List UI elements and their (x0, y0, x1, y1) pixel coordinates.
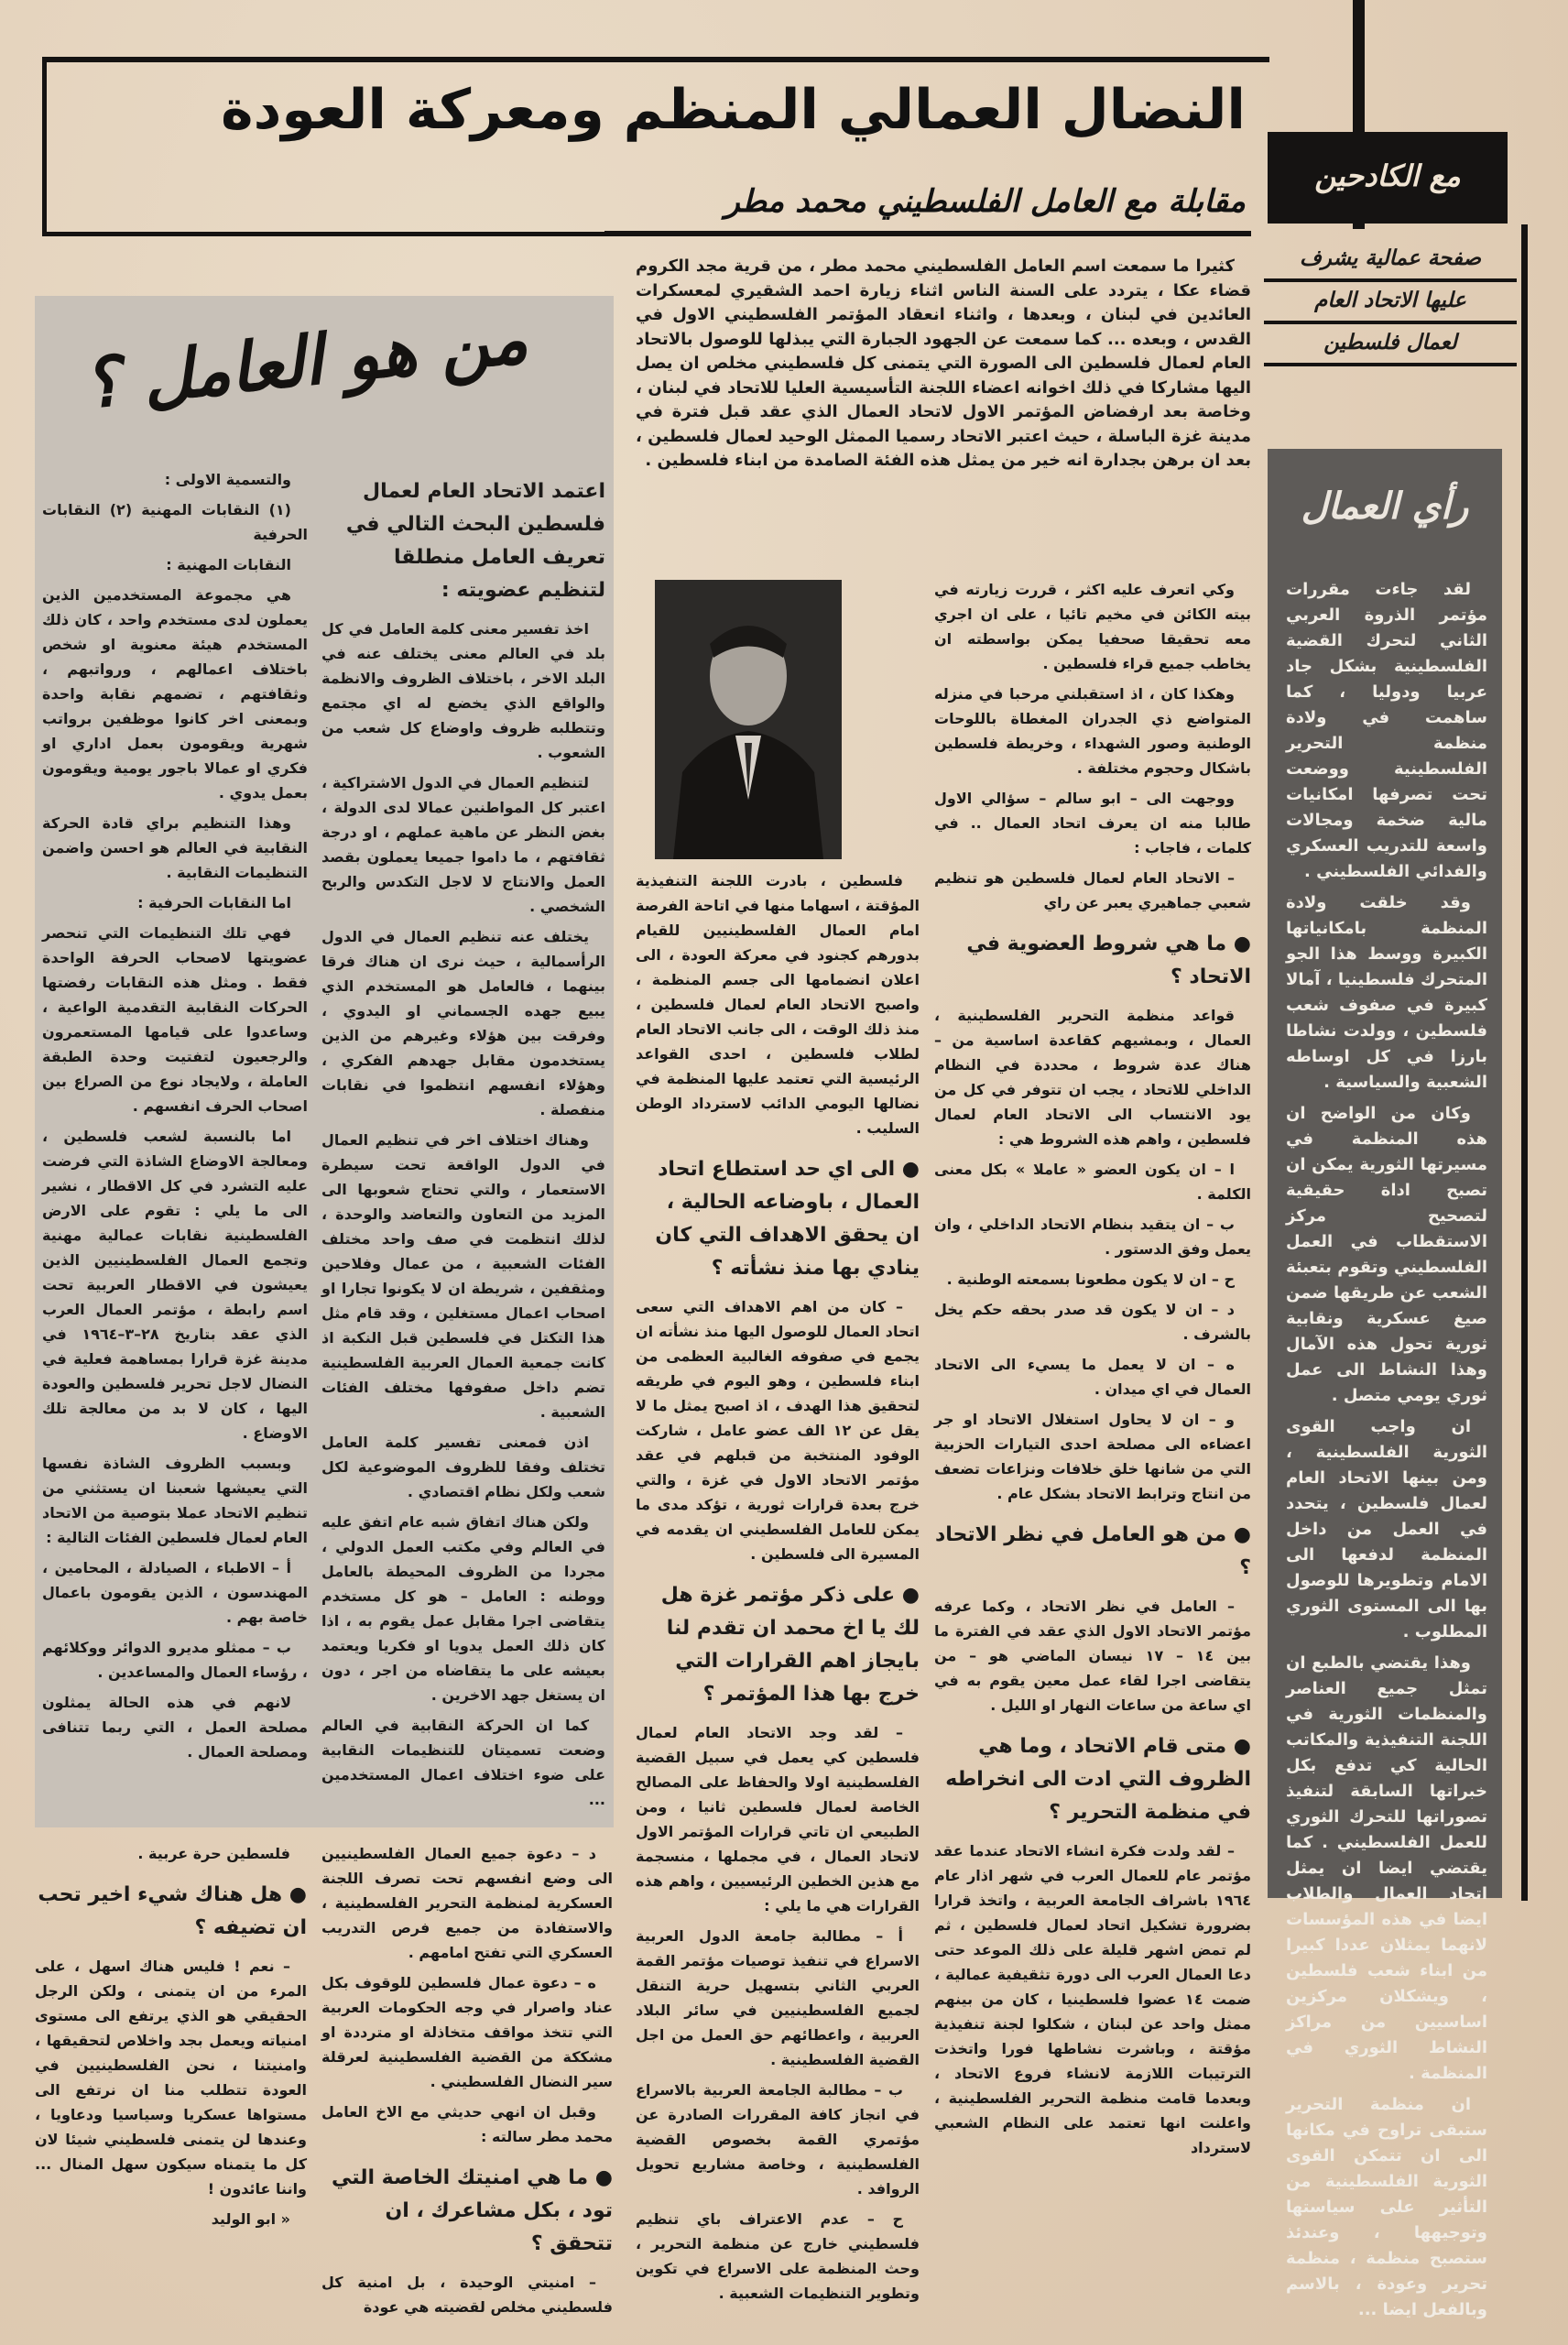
paragraph: – كان من اهم الاهداف التي سعى اتحاد العمال للوصول اليها منذ نشأته ان يجمع في صفوفه الغالبية العظمى من ابناء فلسطين ، وهو اليوم في طريقه لتحقيق هذا الهدف ، اذ اصبح يمثل ما لا يقل عن ١٢ الف عضو عامل ، شاركت الوفود المنتخبة من قبلهم في عقد مؤتمر الاتحاد الاول في غزة ، والتي خرج بعدة قرارات ثورية ، تؤكد مدى ما يمكن للعامل الفلسطيني ان يقدمه في المسيرة الى فلسطين . (636, 1298, 920, 1563)
paragraph: ووجهت الى – ابو سالم – سؤالي الاول طالبا منه ان يعرف اتحاد العمال .. في كلمات ، فاجاب : (934, 790, 1251, 856)
paragraph: فلسطين ، بادرت اللجنة التنفيذية المؤقتة ، اسهاما منها في اتاحة الفرصة امام العمال الفلسطينيين للقيام بدورهم كجنود في معركة العودة ، الى اعلان انضمامها الى جسم المنظمة ، واصبح الاتحاد العام لعمال فلسطين ، منذ ذلك الوقت ، الى جانب الاتحاد العام لطلاب فلسطين ، احدى القواعد الرئيسية التي تعتمد عليها المنظمة في نضالها اليومي الدائب لاسترداد الوطن السليب . (636, 872, 920, 1137)
question-heading: ● متى قام الاتحاد ، وما هي الظروف التي ادت الى انخراطه في منظمة التحرير ؟ (945, 1735, 1251, 1824)
paragraph: – لقد ولدت فكرة انشاء الاتحاد عندما عقد مؤتمر عام للعمال العرب في شهر اذار عام ١٩٦٤ باشراف الجامعة العربية ، واتخذ قرارا بضرورة تشكيل اتحاد لعمال فلسطين ، ثم لم تمض اشهر قليلة على ذلك الموعد حتى دعا العمال العرب الى دورة تثقيفية عمالية ، ضمت ١٤ عضوا فلسطينيا ، كان من بينهم ممثل واحد عن لبنان ، شكلوا لجنة تنفيذية مؤقتة ، وباشرت نشاطها فورا واتخذت الترتيبات اللازمة لانشاء فروع الاتحاد ، وبعدما قامت منظمة التحرير الفلسطينية ، واعلنت انها تعتمد على النظام الشعبي لاسترداد (934, 1842, 1252, 2156)
section-description-line: عليها الاتحاد العام (1264, 282, 1517, 324)
paragraph: النقابات المهنية : (166, 556, 291, 573)
paragraph: لقد جاءت مقررات مؤتمر الذروة العربي الثاني لتحرك القضية الفلسطينية بشكل جاد عربيا ودوليا ، كما ساهمت في ولادة منظمة التحرير الفلسطينية ووضعت تحت تصرفها امكانيات مالية ضخمة ومجالات واسعة للتدريب العسكري والفدائي الفلسطيني . (1286, 580, 1487, 881)
paragraph: والتسمية الاولى : (164, 471, 291, 488)
section-label-block (1268, 132, 1508, 224)
question-heading: ● الى اي حد استطاع اتحاد العمال ، باوضاعه الحالية ، ان يحقق الاهداف التي كان ينادي بها منذ نشأته ؟ (655, 1158, 920, 1280)
paragraph: وهذا يقتضي بالطبع ان تمثل جميع العناصر والمنظمات الثورية في اللجنة التنفيذية والمكاتب الحالية كي تدفع بكل خبراتها السابقة لتنفيذ تصوراتها للتحرك الثوري للعمل الفلسطيني . كما يقتضي ايضا ان يمثل اتحاد العمال والطلاب ايضا في هذه المؤسسات لانهما يمثلان عددا كبيرا من ابناء شعب فلسطين ، ويشكلان مركزين اساسيين من مراكز النشاط الثوري في المنظمة . (1286, 1653, 1487, 2083)
paragraph: اخذ تفسير معنى كلمة العامل في كل بلد في العالم معنى يختلف عنه في البلد الاخر ، باختلاف الظروف والانظمة والواقع الذي يخضع له اي مجتمع وتتطلبه ظروف واوضاع كل شعب من الشعوب . (321, 620, 605, 761)
paragraph: وهكذا كان ، اذ استقبلني مرحبا في منزله المتواضع ذي الجدران المغطاة باللوحات الوطنية وصور الشهداء ، وخريطة فلسطين باشكال وحجوم مختلفة . (934, 685, 1251, 777)
paragraph: كما ان الحركة النقابية في العالم وضعت تسميتان للتنظيمات النقابية على ضوء اختلاف اعمال المستخدمين ... (321, 1717, 605, 1808)
who-is-worker-title: من هو العامل ؟ (79, 299, 531, 425)
interview-middle-column (636, 868, 920, 2345)
paragraph: د – ان لا يكون قد صدر بحقه حكم يخل بالشرف . (934, 1301, 1251, 1343)
paragraph: (١) النقابات المهنية (٢) النقابات الحرفية (42, 501, 308, 543)
paragraph: وكي اتعرف عليه اكثر ، قررت زيارته في بيته الكائن في مخيم تائيا ، على ان اجري معه تحقيقا صحفيا يمكن بواسطته ان يخاطب جميع قراء فلسطين . (934, 581, 1251, 672)
paragraph: اما بالنسبة لشعب فلسطين ، ومعالجة الاوضاع الشاذة التي فرضت عليه التشرد في كل الاقطار ، نشير الى ما يلي : تقوم على الارض الفلسطينية نقابات عمالية مهنية وتجمع العمال الفلسطينيين الذين يعيشون في الاقطار العربية تحت اسم رابطة ، مؤتمر العمال العرب الذي عقد بتاريخ ٢٨–٣–١٩٦٤ في مدينة غزة قرارا بمساهمة فعلية في النضال لاجل تحرير فلسطين والعودة اليها ، كان لا بد من معالجة تلك الاوضاع . (42, 1128, 308, 1442)
paragraph: وقد خلقت ولادة المنظمة بامكانياتها الكبيرة ووسط هذا الجو المتحرك فلسطينيا ، آمالا كبيرة في صفوف شعب فلسطين ، وولدت نشاطا بارزا في كل اوساطه الشعبية والسياسية . (1286, 893, 1487, 1092)
question-heading: اعتمد الاتحاد العام لعمال فلسطين البحث التالي في تعريف العامل منطلقا لتنظيم عضويته : (345, 480, 605, 602)
question-heading: ● هل هناك شيء اخير تحب ان تضيفه ؟ (38, 1883, 307, 1939)
paragraph: ب – ممثلو مديرو الدوائر ووكلائهم ، رؤساء العمال والمساعدين . (42, 1639, 308, 1681)
paragraph: « ابو الوليد (211, 2210, 290, 2228)
paragraph: أ – مطالبة جامعة الدول العربية الاسراع في تنفيذ توصيات مؤتمر القمة العربي الثاني بتسهيل حرية التنقل لجميع الفلسطينيين في سائر البلاد العربية ، واعطائهم حق العمل من اجل القضية الفلسطينية . (636, 1927, 920, 2068)
who-is-worker-left-column (42, 467, 308, 1818)
paragraph: وهناك اختلاف اخر في تنظيم العمال في الدول الواقعة تحت سيطرة الاستعمار ، والتي تحتاج شعوبها الى المزيد من التعاون والتعاضد والوحدة ، لذلك انتظمت في صف واحد مختلف الفئات الشعبية ، من عمال وفلاحين ومثقفين ، شريطة ان لا يكونوا تجارا او اصحاب اعمال مستغلين ، وقد قام مثل هذا التكتل في فلسطين قبل النكبة اذ كانت جمعية العمال العربية الفلسطينية تضم داخل صفوفها مختلف الفئات الشعبية . (321, 1131, 605, 1421)
workers-opinion-text (1286, 577, 1487, 2319)
paragraph: ب – مطالبة الجامعة العربية بالاسراع في انجاز كافة المقررات الصادرة عن مؤتمري القمة بخصوص القضية الفلسطينية ، وخاصة مشاريع تحويل الروافد . (636, 2081, 920, 2198)
section-label: مع الكادحين (1314, 158, 1461, 193)
paragraph: قواعد منظمة التحرير الفلسطينية ، العمال ، وبمشيهم كقاعدة اساسية من – هناك عدة شروط ، محددة في النظام الداخلي للاتحاد ، يجب ان تتوفر في كل من يود الانتساب الى الاتحاد العام لعمال فلسطين ، واهم هذه الشروط هي : (934, 1007, 1251, 1148)
paragraph: وكان من الواضح ان هذه المنظمة في مسيرتها الثورية يمكن ان تصبح اداة حقيقية لتصحيح مركز الاستقطاب في العمل الفلسطيني وتقوم بتعبئة الشعب عن طريقها ضمن صيغ عسكرية ونقابية ثورية تحول هذه الآمال وهذا النشاط الى عمل ثوري يومي متصل . (1286, 1104, 1487, 1405)
paragraph: – الاتحاد العام لعمال فلسطين هو تنظيم شعبي جماهيري يعبر عن راي (934, 869, 1251, 911)
bottom-right-column (321, 1841, 613, 2345)
who-is-worker-right-column (321, 463, 605, 1818)
paragraph: اذن فمعنى تفسير كلمة العامل تختلف وفقا للظروف الموضوعية لكل شعب ولكل نظام اقتصادي . (321, 1434, 605, 1500)
paragraph: وبسبب الظروف الشاذة نفسها التي يعيشها شعبنا ان يستثني من تنظيم الاتحاد عملا بتوصية من الاتحاد العام لعمال فلسطين الفئات التالية : (42, 1455, 308, 1546)
paragraph: لانهم في هذه الحالة يمثلون مصلحة العمل ، التي ربما تتنافى ومصلحة العمال . (42, 1694, 308, 1761)
paragraph: ولكن هناك اتفاق شبه عام اتفق عليه في العالم وفي مكتب العمل الدولي ، مجردا من الظروف المحيطة بالعامل ووطنه : العامل – هو كل مستخدم يتقاضى اجرا مقابل عمل يقوم به ، اذا كان ذلك العمل يدويا او فكريا ويعتمد بعيشه على ما يتقاضاه من اجر ، دون ان يستغل جهد الاخرين . (321, 1513, 605, 1704)
paragraph: فلسطين حرة عربية . (137, 1845, 290, 1862)
bottom-left-column (35, 1841, 307, 2345)
paragraph: ه – دعوة عمال فلسطين للوقوف بكل عناد واصرار في وجه الحكومات العربية التي تتخذ مواقف متخاذلة او مترددة او مشككة من القضية الفلسطينية لعرقلة سير النضال الفلسطيني . (321, 1974, 613, 2090)
paragraph: ب – ان يتقيد بنظام الاتحاد الداخلي ، وان يعمل وفق الدستور . (934, 1216, 1251, 1258)
paragraph: ه – ان لا يعمل ما يسيء الى الاتحاد العمال في اي ميدان . (934, 1356, 1251, 1398)
paragraph: وهذا التنظيم براي قادة الحركة النقابية في العالم هو احسن واضمن التنظيمات النقابية . (42, 814, 308, 881)
paragraph: ح – عدم الاعتراف باي تنظيم فلسطيني خارج عن منظمة التحرير ، وحث المنظمة على الاسراع في تكوين وتطوير التنظيمات الشعبية . (636, 2210, 920, 2302)
interview-right-column (934, 577, 1251, 2345)
paragraph: ح – ان لا يكون مطعونا بسمعته الوطنية . (946, 1271, 1235, 1288)
intro-column (636, 255, 1251, 566)
right-vertical-rule (1521, 224, 1528, 1901)
paragraph: كثيرا ما سمعت اسم العامل الفلسطيني محمد مطر ، من قرية مجد الكروم قضاء عكا ، يتردد على السنة الناس اثناء زيارة احمد الشقيري لمعسكرات العائدين في لبنان ، وبعدها ، واثناء انعقاد المؤتمر الفلسطيني الاول في القدس ، وبعده ... كما سمعت عن الجهود الجبارة التي يبذلها للوصول بالاتحاد العام لعمال فلسطين الى الصورة التي يتمنى كل فلسطيني مخلص ان يصل اليها مشاركا في ذلك اخوانه اعضاء اللجنة التأسيسية العليا للاتحاد في لبنان ، وخاصة بعد ارفضاض المؤتمر الاول لاتحاد العمال الذي عقد قبل فترة في مدينة غزة الباسلة ، حيث اعتبر الاتحاد رسميا الممثل الوحيد لعمال فلسطين ، بعد ان برهن بجدارة انه خير من يمثل هذه الفئة الصامدة من ابناء فلسطين . (636, 256, 1251, 470)
paragraph: ا – ان يكون العضو « عاملا » بكل معنى الكلمة . (934, 1161, 1251, 1203)
question-heading: ● ما هي امنيتك الخاصة التي تود ، بكل مشاعرك ، ان تتحقق ؟ (331, 2166, 613, 2255)
paragraph: وقبل ان انهي حديثي مع الاخ العامل محمد مطر سالته : (321, 2103, 613, 2145)
page-subtitle: مقابلة مع العامل الفلسطيني محمد مطر (724, 183, 1246, 220)
paragraph: لتنظيم العمال في الدول الاشتراكية ، اعتبر كل المواطنين عمالا لدى الدولة ، بغض النظر عن ماهية عملهم ، او درجة ثقافتهم ، ما داموا جميعا يعملون بقصد العمل والانتاج لا لاجل التكدس والربح الشخصي . (321, 774, 605, 915)
paragraph: ان منظمة التحرير ستبقى تراوح في مكانها الى ان تتمكن القوى الثورية الفلسطينية من التأثير على سياستها وتوجيهها ، وعندئذ ستصبح منظمة ، منظمة تحرير وعودة ، بالاسم وبالفعل ايضا ... (1286, 2095, 1487, 2319)
question-heading: ● على ذكر مؤتمر غزة هل لك يا اخ محمد ان تقدم لنا بايجاز اهم القرارات التي خرج بها هذا المؤتمر ؟ (660, 1584, 920, 1706)
portrait-photo (655, 580, 842, 859)
paragraph: و – ان لا يحاول استغلال الاتحاد او جر اعضاءه الى مصلحة احدى التيارات الحزبية التي من شانها خلق خلافات ونزاعات تضعف من انتاج وترابط الاتحاد بشكل عام . (934, 1411, 1251, 1502)
question-heading: ● من هو العامل في نظر الاتحاد ؟ (935, 1523, 1251, 1579)
paragraph: – لقد وجد الاتحاد العام لعمال فلسطين كي يعمل في سبيل القضية الفلسطينية اولا والحفاظ على المصالح الخاصة لعمال فلسطين ثانيا ، ومن الطبيعي ان تاتي قرارات المؤتمر الاول لاتحاد العمال ، في مجملها ، منسجمة مع هذين الخطين الرئيسيين ، واهم هذه القرارات هي ما يلي : (636, 1724, 920, 1914)
paragraph: اما النقابات الحرفية : (137, 894, 291, 911)
section-description (1264, 240, 1517, 366)
paragraph: – العامل في نظر الاتحاد ، وكما عرفه مؤتمر الاتحاد الاول الذي عقد في الفترة ما بين ١٤ – ١٧ نيسان الماضي هو – من يتقاضى اجرا لقاء عمل معين يقوم به في اي ساعة من ساعات النهار او الليل . (934, 1598, 1252, 1714)
paragraph: د – دعوة جميع العمال الفلسطينيين الى وضع انفسهم تحت تصرف اللجنة العسكرية لمنظمة التحرير الفلسطينية ، والاستفادة من جميع فرص التدريب العسكري التي تفتح امامهم . (321, 1845, 613, 1961)
paragraph: أ – الاطباء ، الصيادلة ، المحامين ، المهندسون ، الذين يقومون باعمال خاصة بهم . (42, 1559, 308, 1626)
paragraph: – نعم ! فليس هناك اسهل ، على المرء من ان يتمنى ، ولكن الرجل الحقيقي هو الذي يرتفع الى مستوى امنياته ويعمل بجد واخلاص لتحقيقها ، وامنيتنا ، نحن الفلسطينيين في العودة تتطلب منا ان نرتفع الى مستواها عسكريا وسياسيا ودعاويا ، وعندها لن يتمنى فلسطيني شيئا لان كل ما يتمناه سيكون سهل المنال ... واننا عائدون ! (35, 1958, 307, 2198)
paragraph: يختلف عنه تنظيم العمال في الدول الرأسمالية ، حيث نرى ان هناك فرقا بينهما ، فالعامل هو المستخدم الذي يبيع جهده الجسماني او اليدوي ، وفرقت بين هؤلاء وغيرهم من الذين يستخدمون مقابل جهدهم الفكري ، وهؤلاء انفسهم انتظموا في نقابات منفصلة . (321, 928, 605, 1118)
paragraph: هي مجموعة المستخدمين الذين يعملون لدى مستخدم واحد ، كان ذلك المستخدم هيئة معنوية او شخص باختلاف اعمالهم ، ورواتبهم ، وثقافتهم ، تضمهم نقابة واحدة وبمعنى اخر كانوا موظفين برواتب شهرية ويقومون بعمل اداري او فكري او عمالا باجور يومية ويقومون بعمل يدوي . (42, 586, 308, 802)
section-description-line: لعمال فلسطين (1264, 324, 1517, 366)
workers-opinion-title: رأي العمال (1301, 485, 1469, 528)
subtitle-underline (604, 231, 1251, 236)
portrait-silhouette-icon (655, 580, 842, 859)
page-title: النضال العمالي المنظم ومعركة العودة (221, 78, 1246, 142)
question-heading: ● ما هي شروط العضوية في الاتحاد ؟ (966, 933, 1251, 988)
section-description-line: صفحة عمالية يشرف (1264, 240, 1517, 282)
paragraph: ان واجب القوى الثورية الفلسطينية ، ومن بينها الاتحاد العام لعمال فلسطين ، يتحدد في العمل من داخل المنظمة لدفعها الى الامام وتطويرها للوصول بها الى المستوى الثوري المطلوب . (1286, 1417, 1487, 1642)
paragraph: فهي تلك التنظيمات التي تنحصر عضويتها لاصحاب الحرفة الواحدة فقط . ومثل هذه النقابات رفضتها الحركات النقابية التقدمية الواعية ، وساعدوا على قيامها المستعمرون والرجعيون لتفتيت وحدة الطبقة العاملة ، ولايجاد نوع من الصراع بين اصحاب الحرف انفسهم . (42, 924, 308, 1115)
paragraph: – امنيتي الوحيدة ، بل امنية كل فلسطيني مخلص لقضيته هي عودة (321, 2274, 613, 2316)
